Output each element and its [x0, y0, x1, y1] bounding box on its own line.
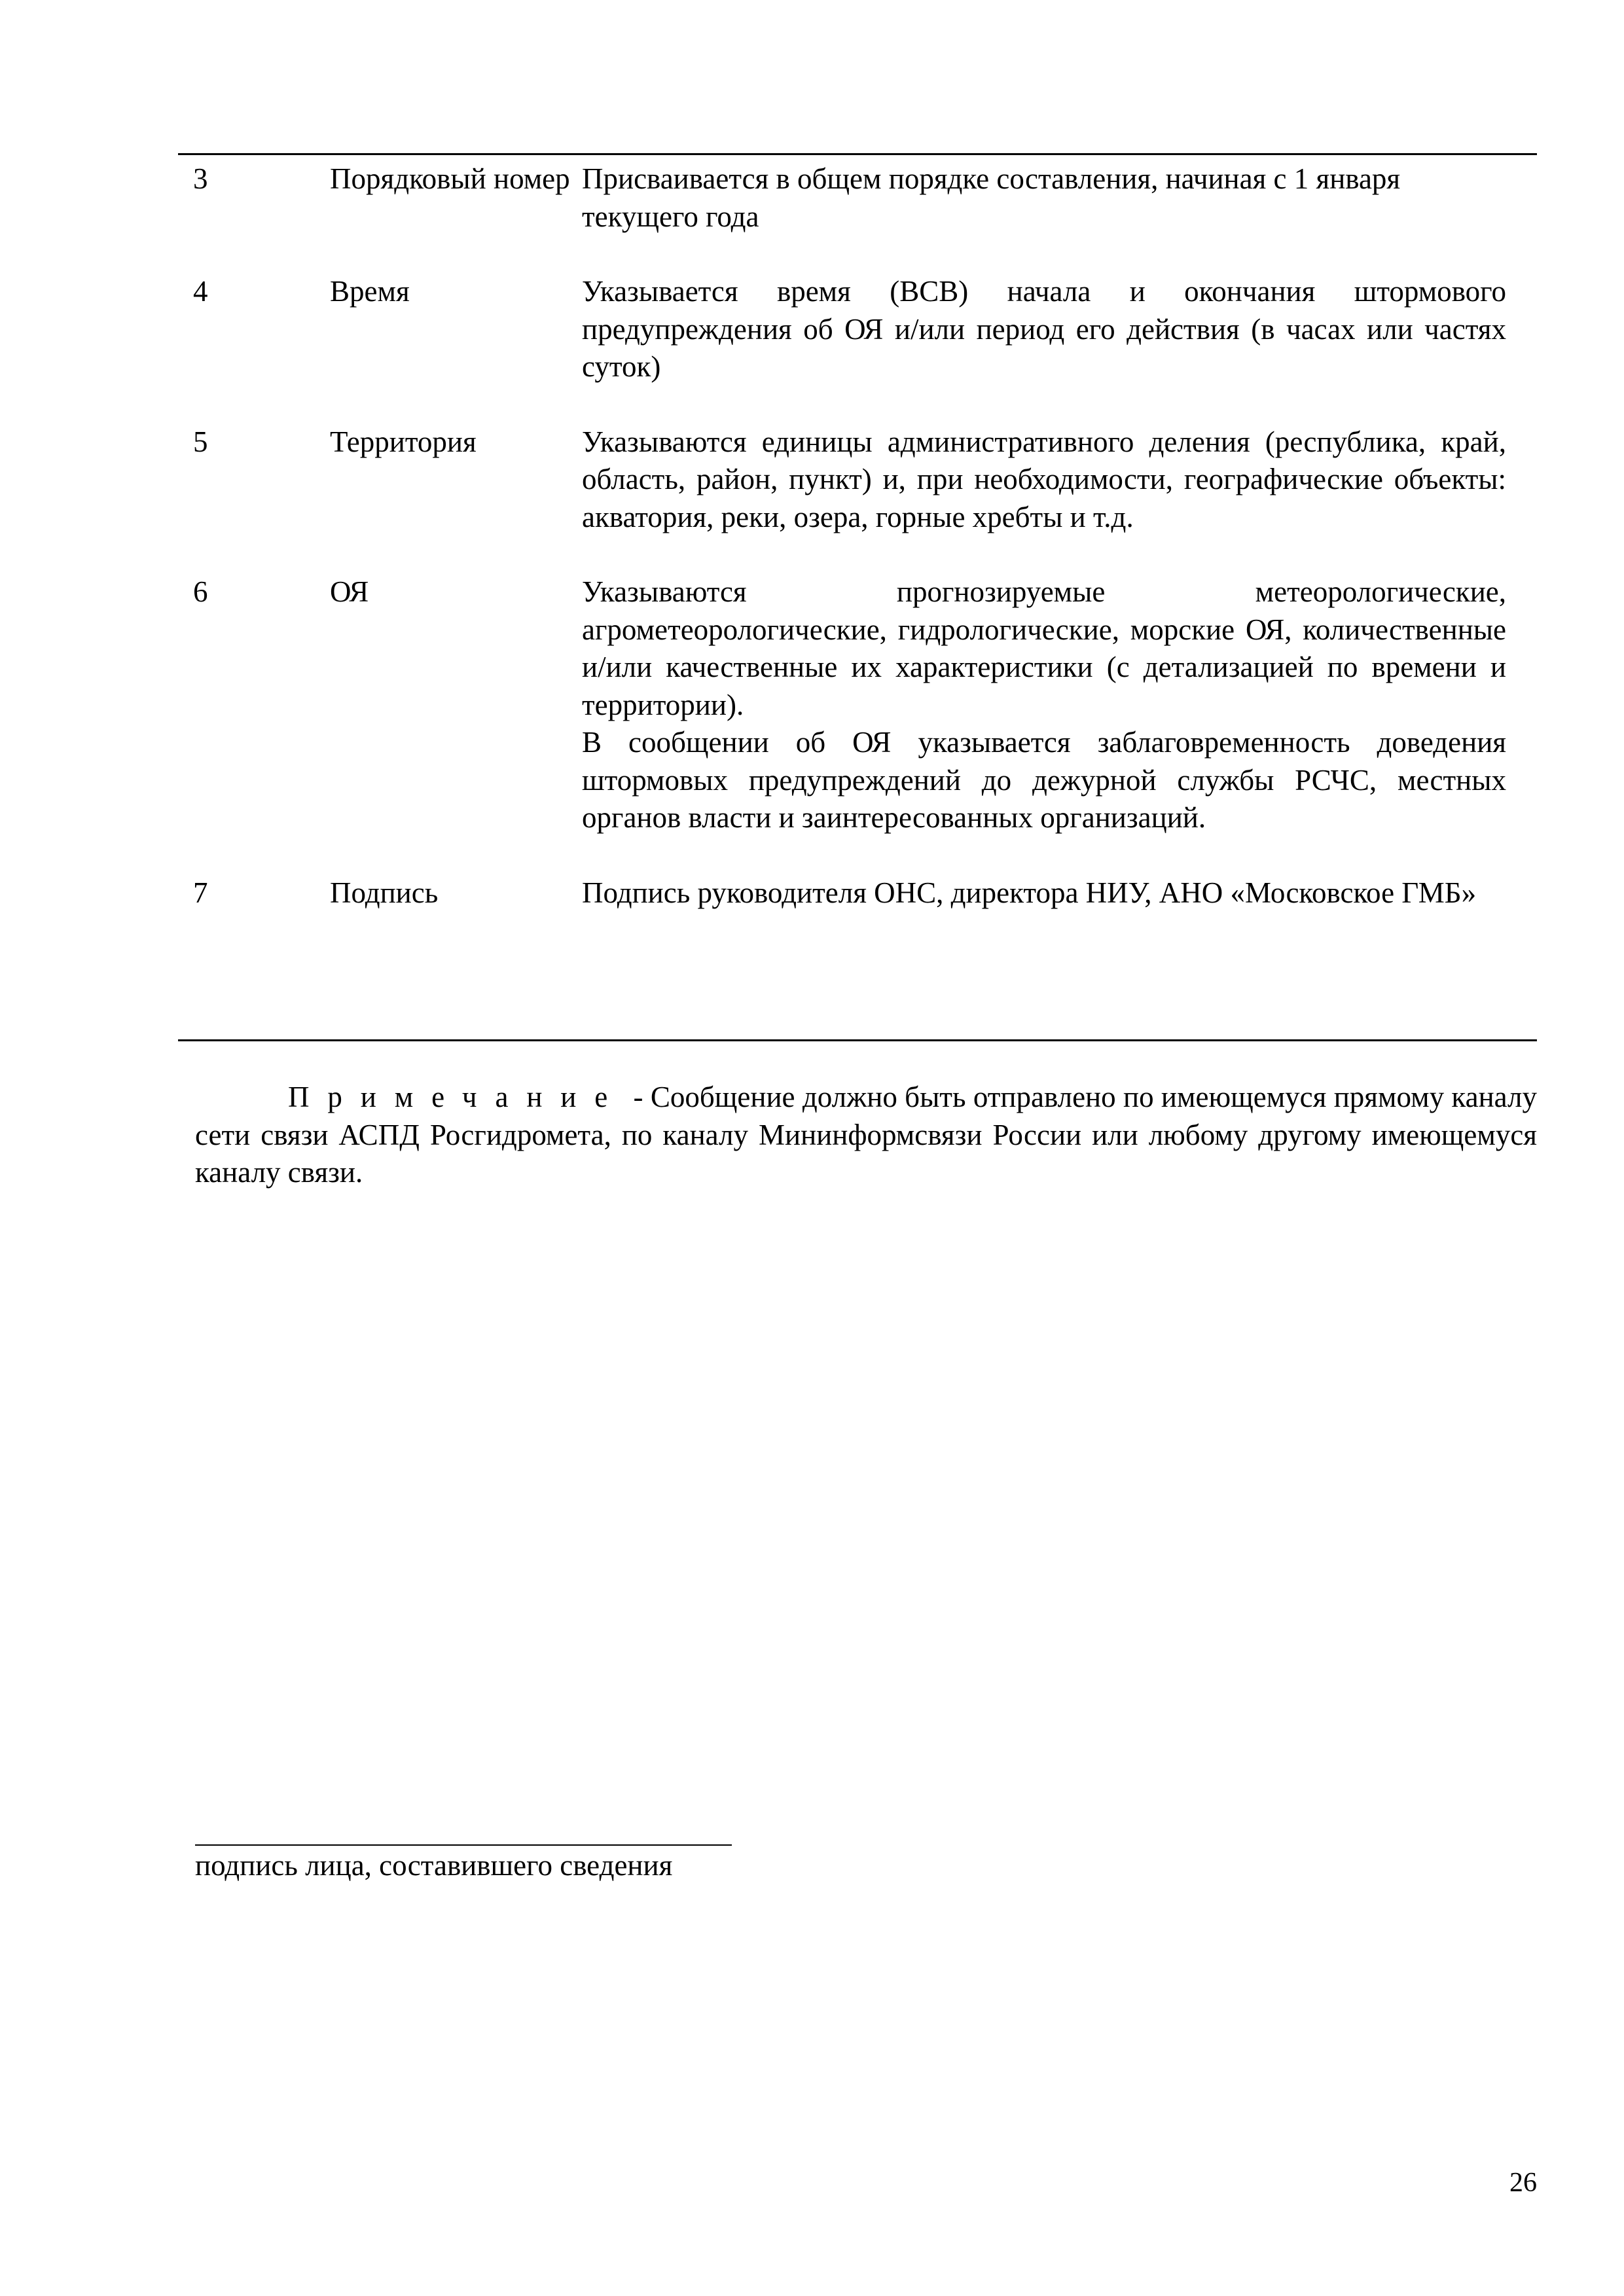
- description-paragraph: Подпись руководителя ОНС, директора НИУ, АНО «Московское ГМБ»: [582, 876, 1477, 909]
- row-description: [582, 573, 1506, 837]
- row-number: 7: [193, 876, 208, 909]
- signature-caption: подпись лица, составившего сведения: [195, 1849, 673, 1882]
- row-field-name: Территория: [330, 425, 477, 458]
- row-number: 5: [193, 425, 208, 458]
- description-paragraph: В сообщении об ОЯ указывается заблаговременность доведения штормовых предупреждений до дежурной службы РСЧС, местных органов власти и заинтересованных организаций.: [582, 726, 1506, 834]
- row-description: [582, 273, 1506, 386]
- description-paragraph: Указывается время (ВСВ) начала и окончания штормового предупреждения об ОЯ и/или период его действия (в часах или частях суток): [582, 275, 1506, 383]
- row-field-name: Подпись: [330, 876, 439, 909]
- row-field-name: Время: [330, 275, 410, 308]
- table-row: [178, 874, 1537, 912]
- note-separator: -: [626, 1081, 651, 1113]
- row-number: 4: [193, 275, 208, 308]
- page-number: 26: [1509, 2168, 1537, 2198]
- note-label: Примечание: [288, 1081, 626, 1113]
- table-row: [178, 573, 1537, 837]
- signature-line: [195, 1844, 732, 1846]
- table-row: [178, 423, 1537, 537]
- table-bottom-rule: [178, 1039, 1537, 1041]
- description-paragraph: Указываются прогнозируемые метеорологические, агрометеорологические, гидрологические, морские ОЯ, количественные и/или качественные их характеристики (с детализацией по времени и территории).: [582, 575, 1506, 721]
- row-number: 3: [193, 162, 208, 195]
- description-paragraph: Присваивается в общем порядке составления, начиная с 1 января текущего года: [582, 162, 1401, 233]
- table-row: [178, 273, 1537, 386]
- row-field-name: Порядковый номер: [330, 162, 570, 195]
- note-text: Сообщение должно быть отправлено по имеющемуся прямому каналу сети связи АСПД Росгидромета, по каналу Мининформсвязи России или любому другому имеющемуся каналу связи.: [195, 1081, 1537, 1189]
- row-description: [582, 423, 1506, 537]
- row-field-name: ОЯ: [330, 575, 369, 608]
- message-fields-table: [178, 154, 1537, 912]
- description-paragraph: Указываются единицы административного деления (республика, край, область, район, пункт) и, при необходимости, географические объекты: акватория, реки, озера, горные хребты и т.д.: [582, 425, 1506, 533]
- row-description: [582, 874, 1506, 912]
- row-description: [582, 160, 1506, 236]
- row-number: 6: [193, 575, 208, 608]
- note-paragraph: [195, 1079, 1537, 1192]
- table-row: [178, 154, 1537, 236]
